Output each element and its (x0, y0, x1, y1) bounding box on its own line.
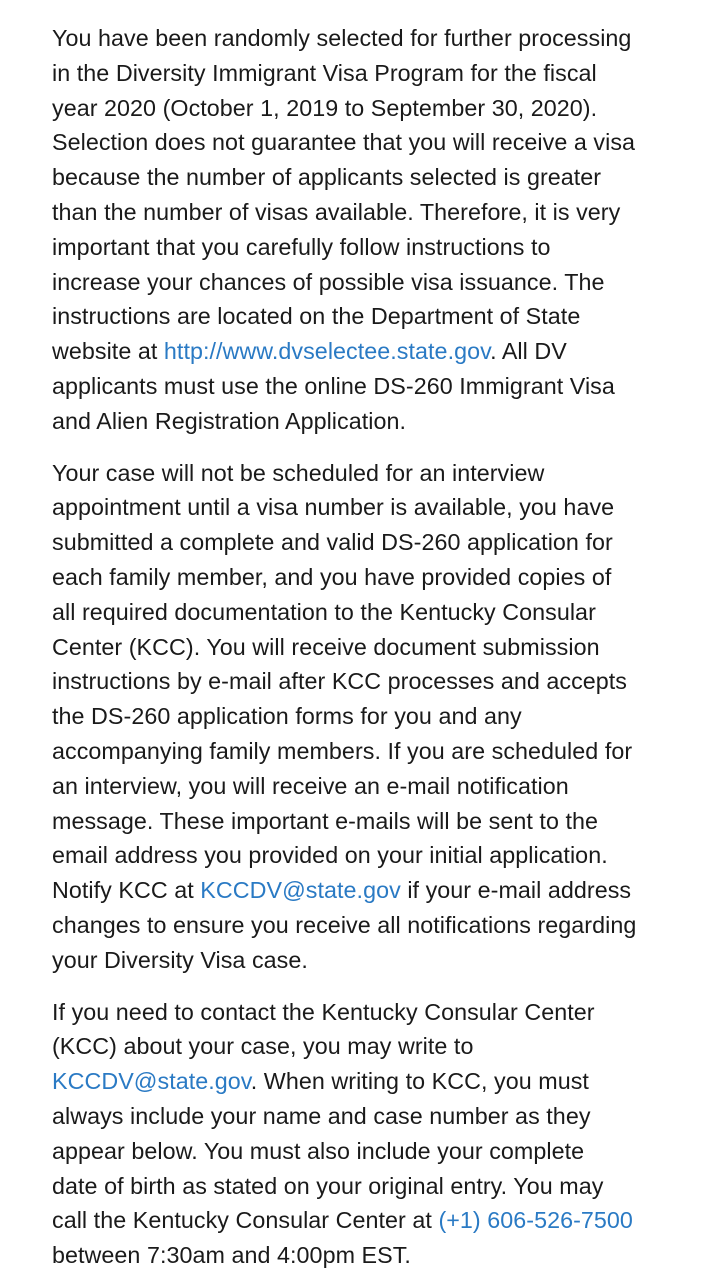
text-line: If you need to contact the Kentucky Consular Center (52, 998, 595, 1025)
text-line: the DS-260 application forms for you and any (52, 703, 522, 730)
text-line: in the Diversity Immigrant Visa Program for the fiscal (52, 59, 597, 86)
paragraph-selection-notice (52, 21, 682, 439)
text-fragment: call the Kentucky Consular Center at (52, 1207, 439, 1234)
text-line: between 7:30am and 4:00pm EST. (52, 1242, 411, 1269)
text-line: appointment until a visa number is available, you have (52, 494, 615, 521)
text-line: submitted a complete and valid DS-260 application for (52, 529, 613, 556)
text-line: increase your chances of possible visa issuance. The (52, 268, 605, 295)
text-line: instructions by e-mail after KCC processes and accepts (52, 668, 628, 695)
text-line: because the number of applicants selected is greater (52, 164, 602, 191)
text-line: changes to ensure you receive all notifications regarding (52, 911, 637, 938)
kcc-email-link[interactable]: KCCDV@state.gov (200, 877, 401, 904)
text-line: always include your name and case number as they (52, 1102, 591, 1129)
text-line-with-link (52, 1203, 682, 1238)
text-fragment: if your e-mail address (400, 877, 632, 904)
text-fragment: . All DV (490, 338, 567, 365)
text-line: important that you carefully follow instructions to (52, 233, 551, 260)
text-line: year 2020 (October 1, 2019 to September 30, 2020). (52, 94, 598, 121)
text-line: all required documentation to the Kentucky Consular (52, 598, 596, 625)
text-line: instructions are located on the Department of State (52, 303, 581, 330)
paragraph-interview-scheduling (52, 456, 682, 978)
text-line-with-link (52, 1064, 682, 1099)
text-line: message. These important e-mails will be sent to the (52, 807, 599, 834)
text-line: (KCC) about your case, you may write to (52, 1033, 474, 1060)
dvselectee-website-link[interactable]: http://www.dvselectee.state.gov (163, 338, 491, 365)
text-fragment: website at (52, 338, 164, 365)
paragraph-contact-kcc (52, 995, 682, 1273)
text-line: You have been randomly selected for further processing (52, 25, 632, 51)
text-line: date of birth as stated on your original entry. You may (52, 1172, 604, 1199)
text-line: than the number of visas available. Therefore, it is very (52, 198, 621, 225)
text-line: accompanying family members. If you are scheduled for (52, 737, 633, 764)
text-line: your Diversity Visa case. (52, 946, 308, 973)
text-line-with-link (52, 334, 682, 369)
text-line: an interview, you will receive an e-mail notification (52, 772, 569, 799)
kcc-phone-link[interactable]: (+1) 606-526-7500 (438, 1207, 633, 1234)
text-line-with-link (52, 873, 682, 908)
text-line: Center (KCC). You will receive document submission (52, 633, 600, 660)
text-line: applicants must use the online DS-260 Immigrant Visa (52, 372, 615, 399)
text-fragment: Notify KCC at (52, 877, 201, 904)
text-fragment: . When writing to KCC, you must (250, 1068, 589, 1095)
kcc-email-link[interactable]: KCCDV@state.gov (52, 1068, 251, 1095)
text-line: Selection does not guarantee that you will receive a visa (52, 129, 636, 156)
email-body (52, 21, 682, 1273)
text-line: Your case will not be scheduled for an interview (52, 459, 545, 486)
text-line: each family member, and you have provided copies of (52, 563, 612, 590)
text-line: email address you provided on your initial application. (52, 842, 608, 869)
text-line: and Alien Registration Application. (52, 407, 407, 434)
text-line: appear below. You must also include your complete (52, 1137, 585, 1164)
